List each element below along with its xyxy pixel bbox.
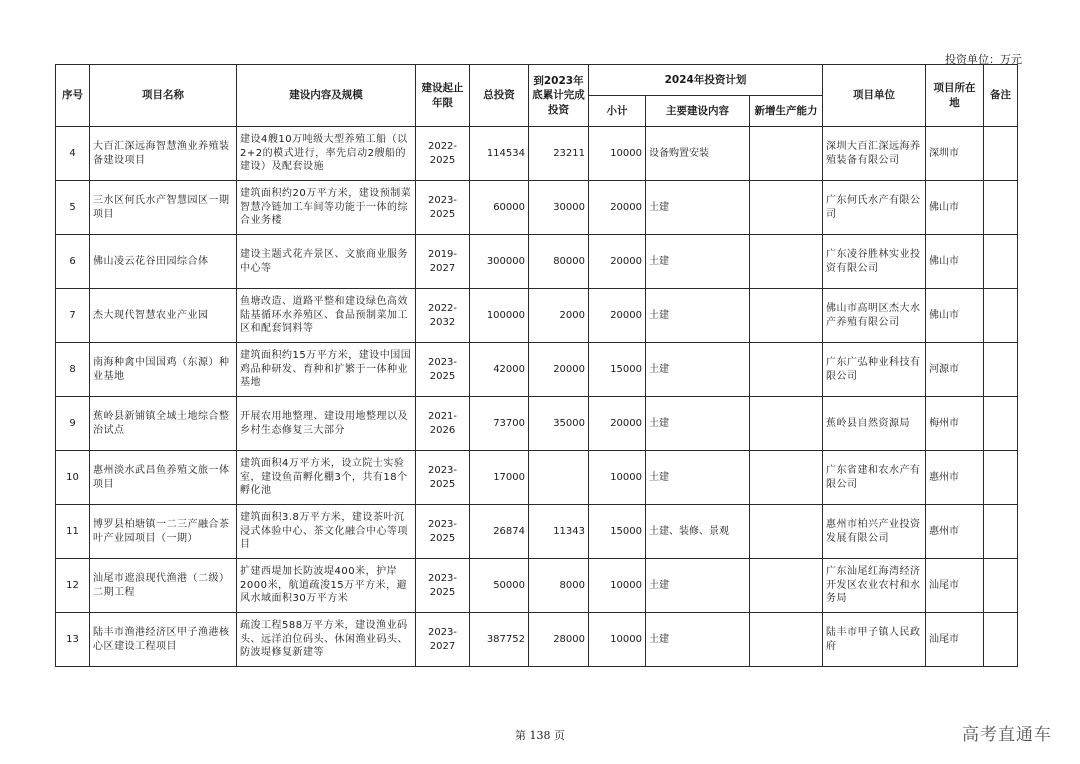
remark-cell xyxy=(984,127,1018,181)
total-investment-cell: 114534 xyxy=(470,127,529,181)
location-cell: 河源市 xyxy=(926,343,984,397)
investment-unit-label: 投资单位：万元 xyxy=(945,53,1022,66)
location-cell: 梅州市 xyxy=(926,397,984,451)
header-project-unit: 项目单位 xyxy=(823,65,926,127)
new-capacity-cell xyxy=(750,397,823,451)
scope-cell: 建筑面积4万平方米，设立院士实验室，建设鱼苗孵化棚3个，共有18个孵化池 xyxy=(237,451,416,505)
new-capacity-cell xyxy=(750,451,823,505)
table-row xyxy=(56,397,1018,451)
project-unit-cell: 佛山市高明区杰大水产养殖有限公司 xyxy=(823,289,926,343)
scope-cell: 建筑面积约15万平方米，建设中国国鸡品种研发、育种和扩繁于一体种业基地 xyxy=(237,343,416,397)
scope-cell: 开展农用地整理、建设用地整理以及乡村生态修复三大部分 xyxy=(237,397,416,451)
project-name-cell: 杰大现代智慧农业产业园 xyxy=(90,289,237,343)
header-total-investment: 总投资 xyxy=(470,65,529,127)
page-number: 第 138 页 xyxy=(515,729,565,742)
project-unit-cell: 惠州市柏兴产业投资发展有限公司 xyxy=(823,505,926,559)
period-cell: 2021-2026 xyxy=(416,397,470,451)
total-investment-cell: 50000 xyxy=(470,559,529,613)
completed-investment-cell: 11343 xyxy=(529,505,589,559)
remark-cell xyxy=(984,451,1018,505)
main-content-cell: 设备购置安装 xyxy=(646,127,750,181)
table-row xyxy=(56,559,1018,613)
scope-cell: 疏浚工程588万平方米，建设渔业码头、远洋泊位码头、休闲渔业码头、防波堤修复新建等 xyxy=(237,613,416,667)
main-content-cell: 土建 xyxy=(646,289,750,343)
subtotal-cell: 20000 xyxy=(589,181,646,235)
remark-cell xyxy=(984,235,1018,289)
header-scope: 建设内容及规模 xyxy=(237,65,416,127)
subtotal-cell: 15000 xyxy=(589,343,646,397)
new-capacity-cell xyxy=(750,235,823,289)
header-subtotal: 小计 xyxy=(589,96,646,127)
remark-cell xyxy=(984,613,1018,667)
header-remark: 备注 xyxy=(984,65,1018,127)
table-row xyxy=(56,289,1018,343)
seq-cell: 12 xyxy=(56,559,90,613)
completed-investment-cell: 35000 xyxy=(529,397,589,451)
header-seq: 序号 xyxy=(56,65,90,127)
project-unit-cell: 广东汕尾红海湾经济开发区农业农村和水务局 xyxy=(823,559,926,613)
period-cell: 2023-2025 xyxy=(416,505,470,559)
completed-investment-cell xyxy=(529,451,589,505)
project-unit-cell: 广东省建和农水产有限公司 xyxy=(823,451,926,505)
new-capacity-cell xyxy=(750,127,823,181)
period-cell: 2023-2025 xyxy=(416,343,470,397)
table-row xyxy=(56,343,1018,397)
subtotal-cell: 20000 xyxy=(589,235,646,289)
table-row xyxy=(56,505,1018,559)
total-investment-cell: 26874 xyxy=(470,505,529,559)
table-row xyxy=(56,181,1018,235)
seq-cell: 8 xyxy=(56,343,90,397)
seq-cell: 10 xyxy=(56,451,90,505)
period-cell: 2022-2032 xyxy=(416,289,470,343)
period-cell: 2023-2025 xyxy=(416,181,470,235)
remark-cell xyxy=(984,289,1018,343)
table-row xyxy=(56,613,1018,667)
table-row xyxy=(56,127,1018,181)
remark-cell xyxy=(984,343,1018,397)
scope-cell: 建设4艘10万吨级大型养殖工船（以2+2的模式进行，率先启动2艘船的建设）及配套设施 xyxy=(237,127,416,181)
header-completed-investment: 到2023年底累计完成投资 xyxy=(529,65,589,127)
project-unit-cell: 陆丰市甲子镇人民政府 xyxy=(823,613,926,667)
new-capacity-cell xyxy=(750,559,823,613)
project-unit-cell: 广东何氏水产有限公司 xyxy=(823,181,926,235)
new-capacity-cell xyxy=(750,289,823,343)
main-content-cell: 土建 xyxy=(646,235,750,289)
subtotal-cell: 10000 xyxy=(589,559,646,613)
main-content-cell: 土建 xyxy=(646,181,750,235)
total-investment-cell: 17000 xyxy=(470,451,529,505)
seq-cell: 5 xyxy=(56,181,90,235)
project-name-cell: 陆丰市渔港经济区甲子渔港核心区建设工程项目 xyxy=(90,613,237,667)
period-cell: 2023-2025 xyxy=(416,559,470,613)
location-cell: 佛山市 xyxy=(926,289,984,343)
scope-cell: 鱼塘改造、道路平整和建设绿色高效陆基循环水养殖区、食品预制菜加工区和配套饲料等 xyxy=(237,289,416,343)
seq-cell: 13 xyxy=(56,613,90,667)
location-cell: 汕尾市 xyxy=(926,559,984,613)
main-content-cell: 土建 xyxy=(646,613,750,667)
project-name-cell: 博罗县柏塘镇一二三产融合茶叶产业园项目（一期） xyxy=(90,505,237,559)
main-content-cell: 土建、装修、景观 xyxy=(646,505,750,559)
total-investment-cell: 60000 xyxy=(470,181,529,235)
location-cell: 深圳市 xyxy=(926,127,984,181)
table-row xyxy=(56,451,1018,505)
seq-cell: 6 xyxy=(56,235,90,289)
period-cell: 2023-2025 xyxy=(416,451,470,505)
main-content-cell: 土建 xyxy=(646,397,750,451)
main-content-cell: 土建 xyxy=(646,451,750,505)
subtotal-cell: 20000 xyxy=(589,289,646,343)
scope-cell: 建筑面积约20万平方米，建设预制菜智慧冷链加工车间等功能于一体的综合业务楼 xyxy=(237,181,416,235)
project-unit-cell: 广东凌谷胜林实业投资有限公司 xyxy=(823,235,926,289)
subtotal-cell: 15000 xyxy=(589,505,646,559)
project-unit-cell: 广东广弘种业科技有限公司 xyxy=(823,343,926,397)
seq-cell: 7 xyxy=(56,289,90,343)
watermark-text: 高考直通车 xyxy=(962,725,1052,745)
header-2024-plan: 2024年投资计划 xyxy=(589,65,823,96)
completed-investment-cell: 80000 xyxy=(529,235,589,289)
completed-investment-cell: 2000 xyxy=(529,289,589,343)
remark-cell xyxy=(984,505,1018,559)
seq-cell: 11 xyxy=(56,505,90,559)
completed-investment-cell: 30000 xyxy=(529,181,589,235)
project-unit-cell: 深圳大百汇深远海养殖装备有限公司 xyxy=(823,127,926,181)
project-name-cell: 南海种禽中国国鸡（东源）种业基地 xyxy=(90,343,237,397)
period-cell: 2023-2027 xyxy=(416,613,470,667)
main-content-cell: 土建 xyxy=(646,343,750,397)
location-cell: 汕尾市 xyxy=(926,613,984,667)
seq-cell: 4 xyxy=(56,127,90,181)
scope-cell: 扩建西堤加长防波堤400米，护岸2000米，航道疏浚15万平方米，避风水域面积30万平方米 xyxy=(237,559,416,613)
project-name-cell: 惠州淡水武昌鱼养殖文旅一体项目 xyxy=(90,451,237,505)
location-cell: 佛山市 xyxy=(926,181,984,235)
subtotal-cell: 10000 xyxy=(589,127,646,181)
subtotal-cell: 20000 xyxy=(589,397,646,451)
remark-cell xyxy=(984,559,1018,613)
completed-investment-cell: 28000 xyxy=(529,613,589,667)
period-cell: 2019-2027 xyxy=(416,235,470,289)
period-cell: 2022-2025 xyxy=(416,127,470,181)
total-investment-cell: 387752 xyxy=(470,613,529,667)
investment-plan-table xyxy=(55,64,1018,667)
remark-cell xyxy=(984,397,1018,451)
project-name-cell: 大百汇深远海智慧渔业养殖装备建设项目 xyxy=(90,127,237,181)
scope-cell: 建筑面积3.8万平方米，建设茶叶沉浸式体验中心、茶文化融合中心等项目 xyxy=(237,505,416,559)
project-name-cell: 三水区何氏水产智慧园区一期项目 xyxy=(90,181,237,235)
table-body xyxy=(56,127,1018,667)
header-main-content: 主要建设内容 xyxy=(646,96,750,127)
project-name-cell: 汕尾市遮浪现代渔港（二级）二期工程 xyxy=(90,559,237,613)
completed-investment-cell: 20000 xyxy=(529,343,589,397)
new-capacity-cell xyxy=(750,613,823,667)
new-capacity-cell xyxy=(750,505,823,559)
seq-cell: 9 xyxy=(56,397,90,451)
header-location: 项目所在地 xyxy=(926,65,984,127)
project-unit-cell: 蕉岭县自然资源局 xyxy=(823,397,926,451)
total-investment-cell: 100000 xyxy=(470,289,529,343)
main-content-cell: 土建 xyxy=(646,559,750,613)
scope-cell: 建设主题式花卉景区、文旅商业服务中心等 xyxy=(237,235,416,289)
location-cell: 惠州市 xyxy=(926,505,984,559)
new-capacity-cell xyxy=(750,181,823,235)
header-period: 建设起止年限 xyxy=(416,65,470,127)
subtotal-cell: 10000 xyxy=(589,451,646,505)
remark-cell xyxy=(984,181,1018,235)
total-investment-cell: 73700 xyxy=(470,397,529,451)
location-cell: 惠州市 xyxy=(926,451,984,505)
header-new-capacity: 新增生产能力 xyxy=(750,96,823,127)
completed-investment-cell: 23211 xyxy=(529,127,589,181)
total-investment-cell: 42000 xyxy=(470,343,529,397)
subtotal-cell: 10000 xyxy=(589,613,646,667)
total-investment-cell: 300000 xyxy=(470,235,529,289)
table-row xyxy=(56,235,1018,289)
location-cell: 佛山市 xyxy=(926,235,984,289)
new-capacity-cell xyxy=(750,343,823,397)
completed-investment-cell: 8000 xyxy=(529,559,589,613)
project-name-cell: 佛山凌云花谷田园综合体 xyxy=(90,235,237,289)
project-name-cell: 蕉岭县新铺镇全域土地综合整治试点 xyxy=(90,397,237,451)
header-project-name: 项目名称 xyxy=(90,65,237,127)
